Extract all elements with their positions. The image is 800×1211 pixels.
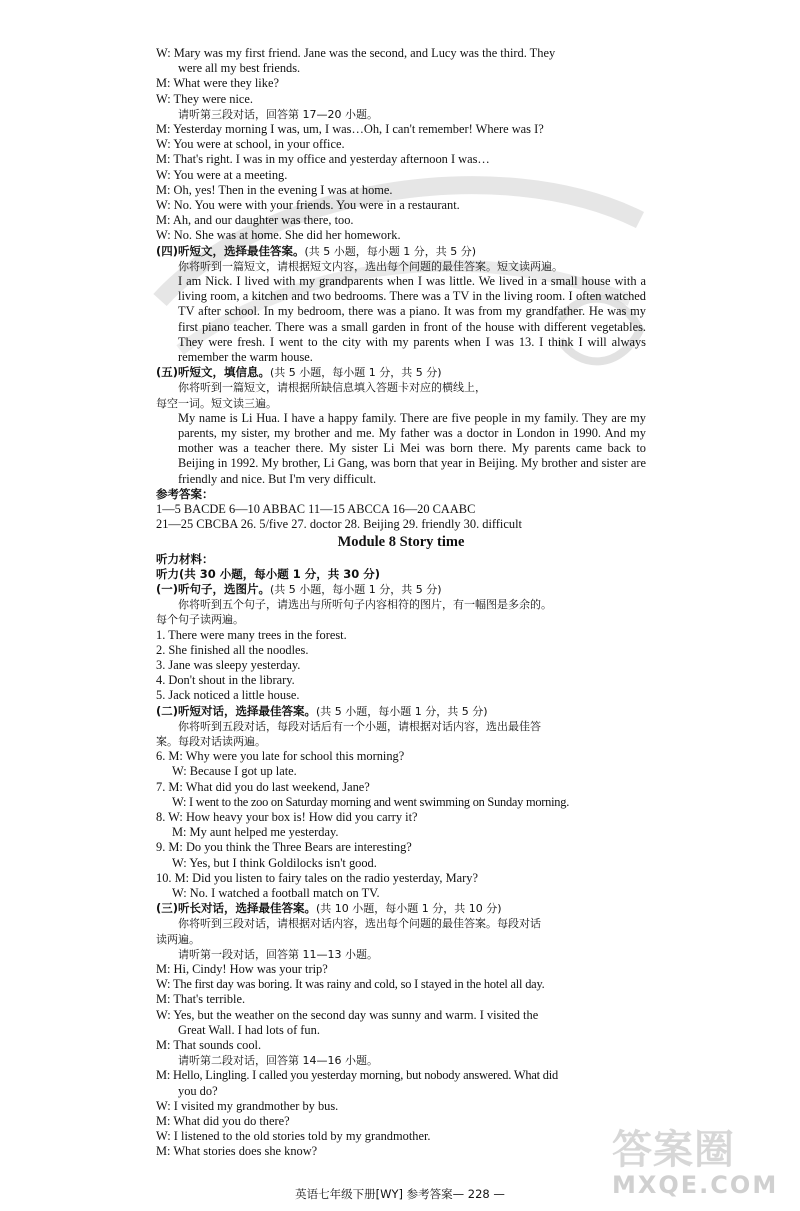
list-item: 5. Jack noticed a little house. <box>156 688 300 703</box>
section-instruction: 你将听到五段对话，每段对话后有一个小题，请根据对话内容，选出最佳答 <box>178 719 541 733</box>
dialog-line: W: I listened to the old stories told by my grandmother. <box>156 1129 431 1144</box>
dialog-line: M: That's right. I was in my office and yesterday afternoon I was… <box>156 152 490 167</box>
section-instruction: 你将听到五个句子，请选出与所听句子内容相符的图片，有一幅图是多余的。 <box>178 598 552 612</box>
dialog-line: M: Ah, and our daughter was there, too. <box>156 213 354 228</box>
dialog-line: 7. M: What did you do last weekend, Jane? <box>156 779 370 794</box>
dialog-line: W: Yes, but the weather on the second day was sunny and warm. I visited the <box>156 1007 539 1022</box>
watermark-logo-text: 答案圈 <box>612 1127 735 1173</box>
dialog-line: were all my best friends. <box>178 61 301 76</box>
section-5 <box>156 365 646 487</box>
section-instruction: 每个句子读两遍。 <box>156 613 244 627</box>
section-3-dialog-continued <box>156 46 646 244</box>
dialog-line: M: That sounds cool. <box>156 1038 262 1052</box>
dialog-line: M: What stories does she know? <box>156 1144 318 1159</box>
dialog-line: you do? <box>178 1083 218 1098</box>
section-heading: (一)听句子，选图片。 <box>156 581 271 596</box>
section-instruction: 你将听到三段对话，请根据对话内容，选出每个问题的最佳答案。每段对话 <box>178 917 541 931</box>
sub-instruction: 请听第三段对话，回答第 17—20 小题。 <box>178 107 378 121</box>
section-1 <box>156 582 646 704</box>
section-points: (共 5 小题，每小题 1 分，共 5 分) <box>316 704 488 718</box>
dialog-line: M: That's terrible. <box>156 992 246 1007</box>
section-instruction: 读两遍。 <box>156 932 200 946</box>
dialog-line: W: Mary was my first friend. Jane was the second, and Lucy was the third. They <box>156 46 556 60</box>
answer-line: 1—5 BACDE 6—10 ABBAC 11—15 ABCCA 16—20 CAABC <box>156 502 476 517</box>
dialog-line: 6. M: Why were you late for school this morning? <box>156 749 405 764</box>
answer-line: 21—25 CBCBA 26. 5/five 27. doctor 28. Beijing 29. friendly 30. difficult <box>156 517 522 532</box>
section-heading: (四)听短文，选择最佳答案。 <box>156 243 305 258</box>
dialog-line: W: Yes, but I think Goldilocks isn't good. <box>172 855 377 870</box>
section-points: (共 5 小题，每小题 1 分，共 5 分) <box>270 366 442 380</box>
dialog-line: W: You were at school, in your office. <box>156 137 345 152</box>
section-instruction: 每空一词。短文读三遍。 <box>156 396 277 410</box>
dialog-line: W: No. She was at home. She did her homework. <box>156 228 401 243</box>
section-2 <box>156 704 646 902</box>
dialog-line: M: Hi, Cindy! How was your trip? <box>156 961 328 976</box>
material-label: 听力材料： <box>156 551 214 566</box>
section-points: (共 5 小题，每小题 1 分，共 5 分) <box>270 582 442 596</box>
section-3 <box>156 901 646 1159</box>
sub-instruction: 请听第二段对话，回答第 14—16 小题。 <box>178 1054 378 1068</box>
answer-key <box>156 487 646 533</box>
module-title: Module 8 Story time <box>337 533 465 550</box>
watermark-url: MXQE.COM <box>612 1171 779 1199</box>
dialog-line: 9. M: Do you think the Three Bears are interesting? <box>156 840 412 855</box>
listening-total: 听力(共 30 小题，每小题 1 分，共 30 分) <box>156 566 381 581</box>
section-instruction: 你将听到一篇短文，请根据短文内容，选出每个问题的最佳答案。短文读两遍。 <box>178 259 563 273</box>
dialog-line: M: What did you do there? <box>156 1114 290 1129</box>
section-heading: (三)听长对话，选择最佳答案。 <box>156 901 317 916</box>
sub-instruction: 请听第一段对话，回答第 11—13 小题。 <box>178 947 378 961</box>
dialog-line: W: I visited my grandmother by bus. <box>156 1098 339 1113</box>
section-heading: (五)听短文，填信息。 <box>156 365 271 380</box>
dialog-line: W: The first day was boring. It was rainy and cold, so I stayed in the hotel all day. <box>156 977 545 992</box>
passage-text: I am Nick. I lived with my grandparents when I was little. We lived in a small house with a living room, a kitchen and two bedrooms. There was a TV in the living room. I often watched TV after school. In my bedroom, there was a piano. It was from my grandfather. He was my first piano teacher. There was a small garden in front of the house with different vegetables. They were fresh. I went to the city with my parents when I was 13. I think I will always remember the warm house. <box>178 274 646 365</box>
dialog-line: W: I went to the zoo on Saturday morning and went swimming on Sunday morning. <box>172 794 570 809</box>
section-points: (共 5 小题，每小题 1 分，共 5 分) <box>304 244 477 258</box>
dialog-line: 10. M: Did you listen to fairy tales on the radio yesterday, Mary? <box>156 870 478 885</box>
list-item: 2. She finished all the noodles. <box>156 642 309 657</box>
dialog-line: Great Wall. I had lots of fun. <box>178 1022 320 1037</box>
page-footer: 英语七年级下册[WY] 参考答案— 228 — <box>295 1187 505 1201</box>
dialog-line: M: My aunt helped me yesterday. <box>172 825 339 840</box>
dialog-line: W: They were nice. <box>156 91 254 106</box>
dialog-line: W: No. You were with your friends. You were in a restaurant. <box>156 198 460 213</box>
dialog-line: W: You were at a meeting. <box>156 167 288 182</box>
dialog-line: W: Because I got up late. <box>172 764 297 779</box>
dialog-line: M: Hello, Lingling. I called you yesterday morning, but nobody answered. What did <box>156 1068 559 1083</box>
dialog-line: 8. W: How heavy your box is! How did you carry it? <box>156 809 418 824</box>
section-heading: (二)听短对话，选择最佳答案。 <box>156 703 317 718</box>
section-4 <box>156 244 646 366</box>
dialog-line: M: Yesterday morning I was, um, I was…Oh, I can't remember! Where was I? <box>156 122 544 137</box>
section-instruction: 案。每段对话读两遍。 <box>156 734 266 748</box>
list-item: 3. Jane was sleepy yesterday. <box>156 657 301 672</box>
list-item: 1. There were many trees in the forest. <box>156 627 347 642</box>
list-item: 4. Don't shout in the library. <box>156 673 295 688</box>
dialog-line: M: What were they like? <box>156 76 279 91</box>
section-instruction: 你将听到一篇短文，请根据所缺信息填入答题卡对应的横线上， <box>178 381 486 395</box>
dialog-line: M: Oh, yes! Then in the evening I was at home. <box>156 182 393 197</box>
answer-heading: 参考答案： <box>156 486 214 501</box>
dialog-line: W: No. I watched a football match on TV. <box>172 885 380 900</box>
content-column <box>156 46 646 1160</box>
section-points: (共 10 小题，每小题 1 分，共 10 分) <box>316 902 502 916</box>
passage-text: My name is Li Hua. I have a happy family. There are five people in my family. They are my parents, my sister, my brother and me. My father was a doctor in London in 1990. And my mother was a teacher there. My sister Li Mei was born there. My parents came back to Beijing in 1992. My brother, Li Gang, was born that year in Beijing. My brother and sister are friendly and nice. But I'm very difficult. <box>178 410 646 486</box>
